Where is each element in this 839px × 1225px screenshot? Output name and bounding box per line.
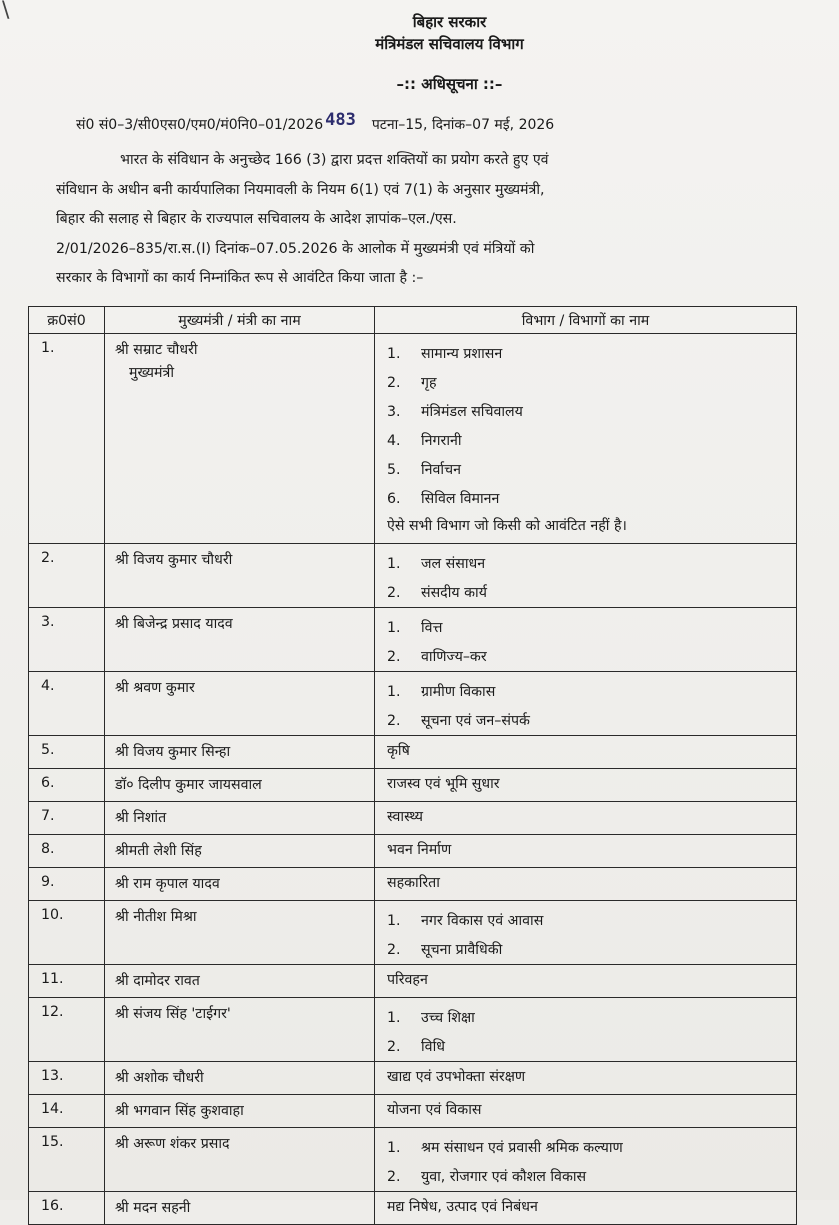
minister-name: श्री विजय कुमार चौधरी [115, 552, 233, 568]
table-row [29, 1095, 797, 1128]
serial-number: 10. [29, 901, 105, 965]
minister-name: श्री अशोक चौधरी [115, 1070, 204, 1086]
minister-name: श्री निशांत [115, 810, 167, 826]
department-name: नगर विकास एवं आवास [421, 913, 544, 929]
serial-number: 8. [29, 835, 105, 868]
handwritten-number: 483 [325, 110, 356, 130]
department-name: मद्य निषेध, उत्पाद एवं निबंधन [387, 1199, 538, 1215]
department-number: 1. [387, 1009, 401, 1026]
department-cell [375, 769, 797, 802]
body-line: 2/01/2026–835/रा.स.(I) दिनांक–07.05.2026 के आलोक में मुख्यमंत्री एवं मंत्रियों को [56, 240, 535, 257]
minister-name: श्री दामोदर रावत [115, 973, 200, 989]
department-note: ऐसे सभी विभाग जो किसी को आवंटित नहीं है। [387, 517, 627, 534]
table-header-row [29, 307, 797, 334]
department-name: निर्वाचन [421, 462, 461, 478]
department-number: 2. [387, 1038, 401, 1055]
table-row [29, 608, 797, 672]
serial-number: 1. [29, 334, 105, 544]
minister-cell [105, 1095, 375, 1128]
department-number: 5. [387, 461, 401, 478]
serial-number: 3. [29, 608, 105, 672]
place-date: पटना–15, दिनांक–07 मई, 2026 [371, 117, 555, 133]
minister-cell [105, 769, 375, 802]
department-cell [375, 965, 797, 998]
department-cell [375, 998, 797, 1062]
department-number: 2. [387, 374, 401, 391]
minister-cell [105, 736, 375, 769]
department-cell [375, 736, 797, 769]
corner-mark: \ [2, 0, 10, 23]
department-name: स्वास्थ्य [387, 809, 424, 825]
department-item [387, 706, 796, 735]
department-name: उच्च शिक्षा [421, 1010, 475, 1026]
department-name: जल संसाधन [421, 556, 486, 572]
serial-number: 6. [29, 769, 105, 802]
department-number: 2. [387, 648, 401, 665]
department-cell [375, 802, 797, 835]
department-number: 1. [387, 683, 401, 700]
body-line: बिहार की सलाह से बिहार के राज्यपाल सचिवालय के आदेश ज्ञापांक–एल./एस. [56, 211, 457, 227]
department-number: 1. [387, 619, 401, 636]
department-item [387, 906, 796, 935]
department-number: 2. [387, 941, 401, 958]
minister-cell [105, 868, 375, 901]
serial-number: 11. [29, 965, 105, 998]
department-cell [375, 835, 797, 868]
department-name: परिवहन [387, 972, 428, 988]
header-minister: मुख्यमंत्री / मंत्री का नाम [105, 307, 375, 334]
department-number: 1. [387, 1139, 401, 1156]
department-number: 1. [387, 555, 401, 572]
department-cell [375, 1128, 797, 1192]
table-body [29, 334, 797, 1225]
department-name: सहकारिता [387, 875, 440, 891]
department-name: खाद्य एवं उपभोक्ता संरक्षण [387, 1069, 526, 1085]
department-item [387, 1133, 796, 1162]
department-item [387, 455, 796, 484]
department-item [387, 935, 796, 964]
table-row [29, 334, 797, 544]
serial-number: 16. [29, 1192, 105, 1225]
department-name: योजना एवं विकास [387, 1102, 482, 1118]
minister-cell [105, 965, 375, 998]
department-name: भवन निर्माण [387, 842, 452, 858]
minister-name: श्री नीतीश मिश्रा [115, 909, 197, 925]
department-number: 6. [387, 490, 401, 507]
reference-line [76, 110, 555, 134]
table-row [29, 868, 797, 901]
department-item [387, 613, 796, 642]
table-row [29, 1192, 797, 1225]
minister-name: श्रीमती लेशी सिंह [115, 843, 202, 859]
department-number: 4. [387, 432, 401, 449]
department-item [387, 677, 796, 706]
table-row [29, 544, 797, 608]
serial-number: 9. [29, 868, 105, 901]
serial-number: 5. [29, 736, 105, 769]
serial-number: 12. [29, 998, 105, 1062]
department-number: 2. [387, 712, 401, 729]
department-cell [375, 608, 797, 672]
department-name: मंत्रिमंडल सचिवालय [421, 404, 523, 420]
body-line: सरकार के विभागों का कार्य निम्नांकित रूप से आवंटित किया जाता है :– [56, 270, 424, 286]
department-name: सामान्य प्रशासन [421, 346, 503, 362]
minister-cell [105, 334, 375, 544]
serial-number: 13. [29, 1062, 105, 1095]
department-item [387, 1003, 796, 1032]
minister-cell [105, 544, 375, 608]
minister-cell [105, 1192, 375, 1225]
department-name: गृह [421, 375, 437, 391]
minister-name: श्री अरूण शंकर प्रसाद [115, 1136, 230, 1152]
department-item [387, 578, 796, 607]
serial-number: 15. [29, 1128, 105, 1192]
minister-name: श्री राम कृपाल यादव [115, 876, 220, 892]
department-name: वाणिज्य–कर [421, 649, 487, 665]
department-item [387, 549, 796, 578]
table-row [29, 802, 797, 835]
department-item [387, 368, 796, 397]
department-item [387, 339, 796, 368]
department-name: राजस्व एवं भूमि सुधार [387, 776, 500, 792]
table-row [29, 965, 797, 998]
department-name: सिविल विमानन [421, 491, 500, 507]
body-line: भारत के संविधान के अनुच्छेद 166 (3) द्वारा प्रदत्त शक्तियों का प्रयोग करते हुए एवं [120, 152, 549, 168]
minister-cell [105, 1128, 375, 1192]
table-row [29, 998, 797, 1062]
department-item [387, 484, 796, 513]
serial-number: 7. [29, 802, 105, 835]
notification-body [56, 146, 736, 294]
department-name: संसदीय कार्य [421, 585, 487, 601]
department-cell [375, 901, 797, 965]
table-row [29, 736, 797, 769]
minister-name: श्री विजय कुमार सिन्हा [115, 744, 231, 760]
department-cell [375, 1095, 797, 1128]
header-department: विभाग / विभागों का नाम [375, 307, 797, 334]
minister-name: श्री मदन सहनी [115, 1200, 191, 1216]
department-item [387, 642, 796, 671]
allocation-table [28, 306, 797, 1225]
department-item [387, 1032, 796, 1061]
department-cell [375, 544, 797, 608]
department-cell [375, 868, 797, 901]
department-number: 1. [387, 912, 401, 929]
minister-cell [105, 835, 375, 868]
department-name: श्रम संसाधन एवं प्रवासी श्रमिक कल्याण [421, 1140, 623, 1156]
minister-cell [105, 901, 375, 965]
minister-cell [105, 802, 375, 835]
notification-title: –:: अधिसूचना ::– [396, 75, 503, 93]
serial-number: 14. [29, 1095, 105, 1128]
reference-number: सं0 सं0–3/सी0एस0/एम0/मं0नि0–01/2026 [76, 117, 324, 133]
department-name: युवा, रोजगार एवं कौशल विकास [421, 1169, 587, 1185]
government-name: बिहार सरकार [412, 13, 487, 31]
department-name: कृषि [387, 743, 410, 759]
department-number: 1. [387, 345, 401, 362]
minister-name: श्री संजय सिंह 'टाईगर' [115, 1006, 231, 1022]
minister-name: श्री श्रवण कुमार [115, 680, 195, 696]
minister-name: श्री बिजेन्द्र प्रसाद यादव [115, 616, 233, 632]
department-cell [375, 334, 797, 544]
department-name: निगरानी [421, 433, 462, 449]
table-row [29, 835, 797, 868]
minister-name: डॉ० दिलीप कुमार जायसवाल [115, 777, 262, 793]
serial-number: 2. [29, 544, 105, 608]
department-name: ग्रामीण विकास [421, 684, 496, 700]
table-row [29, 901, 797, 965]
department-name: वित्त [421, 620, 443, 636]
table-row [29, 1128, 797, 1192]
minister-name: श्री भगवान सिंह कुशवाहा [115, 1103, 244, 1119]
minister-title: मुख्यमंत्री [129, 365, 175, 381]
department-name: मंत्रिमंडल सचिवालय विभाग [375, 35, 524, 53]
department-item [387, 1162, 796, 1191]
department-item [387, 397, 796, 426]
header-serial: क्र0सं0 [29, 307, 105, 334]
department-name: सूचना प्रावैधिकी [421, 942, 503, 958]
minister-cell [105, 998, 375, 1062]
serial-number: 4. [29, 672, 105, 736]
department-number: 2. [387, 584, 401, 601]
department-name: सूचना एवं जन–संपर्क [421, 713, 530, 729]
body-line: संविधान के अधीन बनी कार्यपालिका नियमावली के नियम 6(1) एवं 7(1) के अनुसार मुख्यमंत्री, [56, 181, 545, 198]
minister-name: श्री सम्राट चौधरी [115, 342, 198, 358]
department-number: 2. [387, 1168, 401, 1185]
minister-cell [105, 608, 375, 672]
department-cell [375, 1192, 797, 1225]
department-cell [375, 672, 797, 736]
minister-cell [105, 672, 375, 736]
department-name: विधि [421, 1039, 445, 1055]
department-cell [375, 1062, 797, 1095]
table-row [29, 769, 797, 802]
minister-cell [105, 1062, 375, 1095]
department-number: 3. [387, 403, 401, 420]
table-row [29, 672, 797, 736]
table-row [29, 1062, 797, 1095]
department-item [387, 426, 796, 455]
